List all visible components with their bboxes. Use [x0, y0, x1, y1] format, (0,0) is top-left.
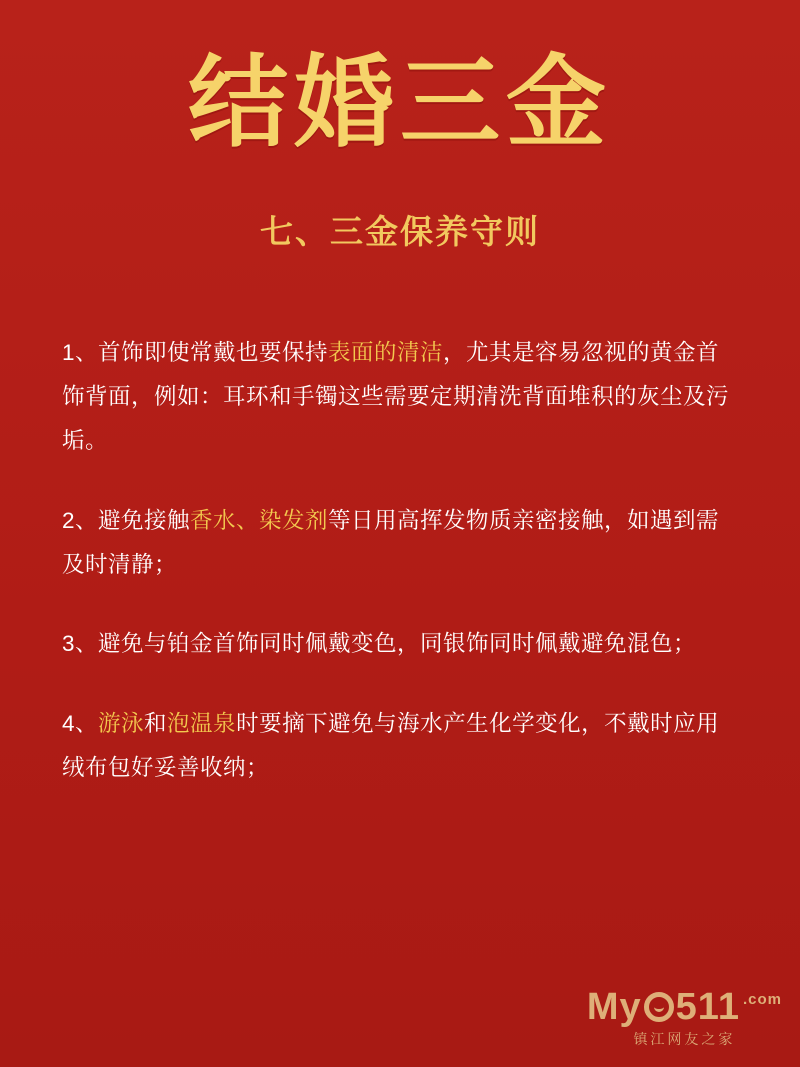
paragraph-text: 和: [144, 711, 168, 737]
highlighted-text: 泡温泉: [167, 711, 237, 737]
paragraph-text: 2、避免接触: [62, 507, 191, 533]
tip-paragraph: [62, 702, 738, 790]
highlighted-text: 游泳: [98, 711, 145, 737]
watermark-tagline: 镇江网友之家: [633, 1031, 736, 1047]
watermark-brand-suffix: 511: [675, 986, 740, 1028]
section-subtitle: 七、三金保养守则: [260, 213, 540, 250]
body-content: [62, 331, 738, 790]
page-title: 结婚三金: [188, 47, 612, 159]
paragraph-text: 时要摘下避免与海水产生化学变化，不戴时应用绒布包好妥善收纳；: [62, 711, 720, 781]
paragraph-text: 3、避免与铂金首饰同时佩戴变色，同银饰同时佩戴避免混色；: [62, 631, 697, 657]
watermark-brand: [587, 988, 782, 1026]
smiley-o-icon: [644, 992, 674, 1022]
highlighted-text: 香水、染发剂: [190, 507, 329, 533]
highlighted-text: 表面的清洁: [328, 340, 444, 365]
watermark-brand-prefix: My: [586, 986, 642, 1028]
tip-paragraph: [62, 499, 738, 587]
tip-paragraph: [62, 622, 738, 666]
paragraph-text: 1、首饰即使常戴也要保持: [62, 340, 329, 365]
paragraph-text: 4、: [62, 711, 99, 737]
watermark-domain-suffix: .com: [742, 991, 782, 1008]
paragraph-text: 等日用高挥发物质亲密接触，如遇到需及时清静；: [62, 507, 720, 577]
paragraph-text: ，尤其是容易忽视的黄金首饰背面，例如：耳环和手镯这些需要定期清洗背面堆积的灰尘及污垢。: [62, 340, 730, 453]
watermark: [587, 988, 782, 1049]
tip-paragraph: [62, 331, 738, 463]
